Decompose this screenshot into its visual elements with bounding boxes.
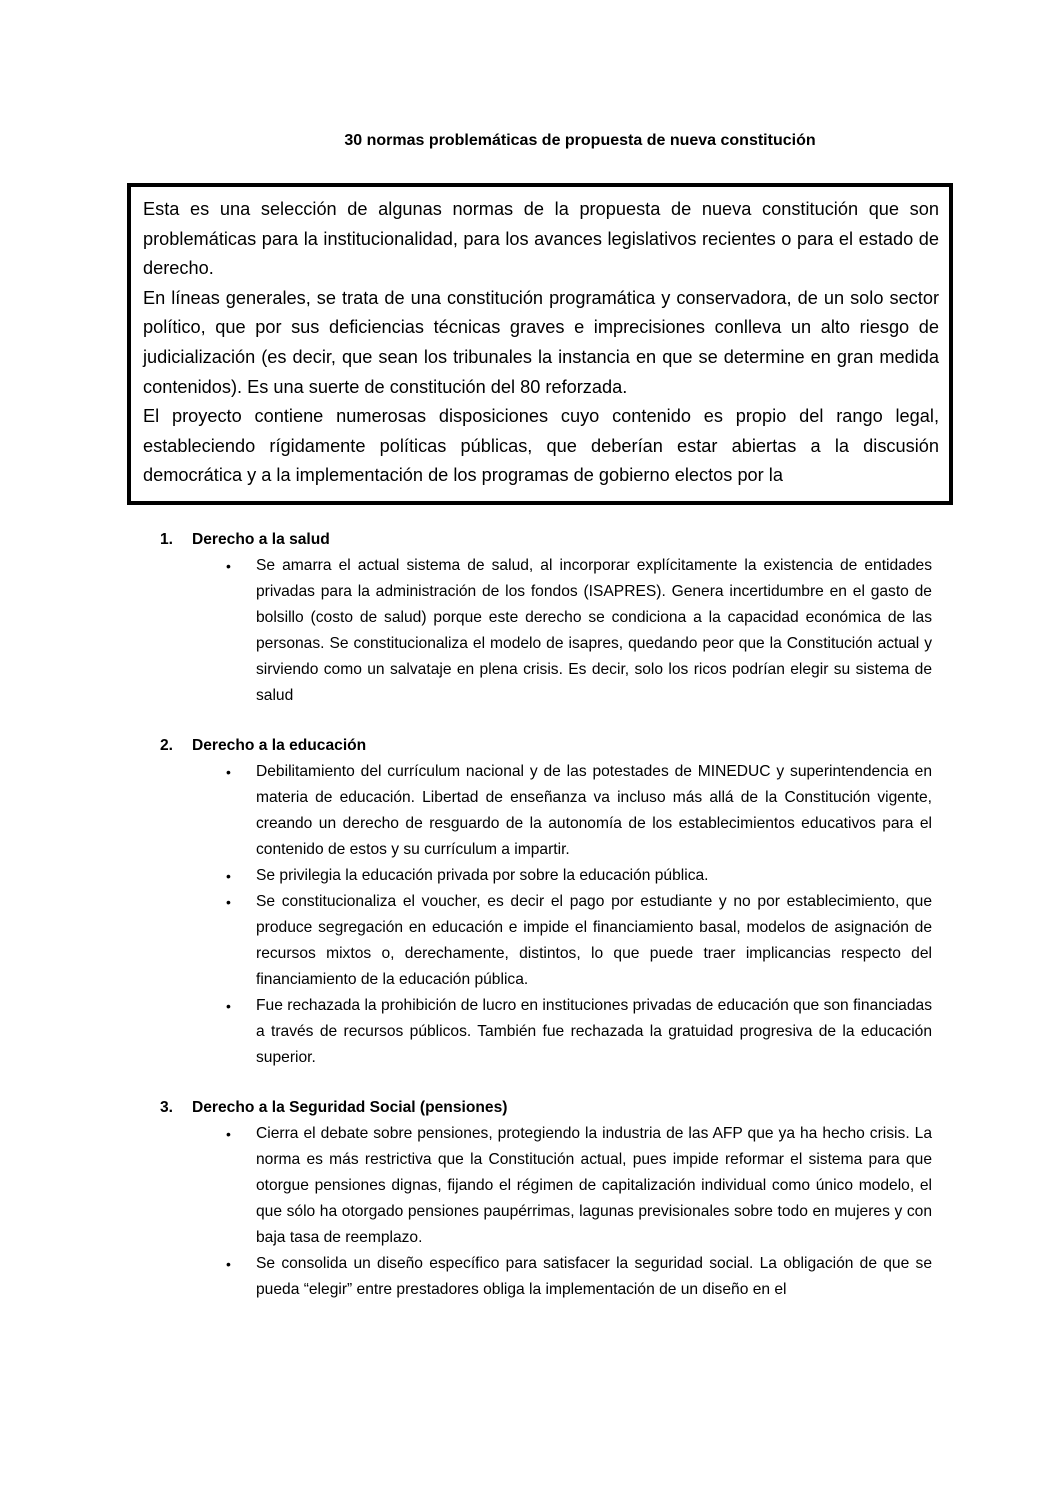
bullet-icon: •: [226, 764, 231, 780]
section-number: 1.: [160, 531, 174, 548]
list-item: [226, 759, 932, 863]
list-item: [226, 1251, 932, 1303]
bullet-icon: •: [226, 1256, 231, 1272]
list-item: [226, 553, 932, 709]
section-heading: [160, 733, 932, 759]
section-number: 2.: [160, 737, 174, 754]
bullet-text: Fue rechazada la prohibición de lucro en instituciones privadas de educación que son financiadas a través de recursos públicos. También fue rechazada la gratuidad progresiva de la educación superior.: [256, 997, 932, 1066]
bullet-text: Debilitamiento del currículum nacional y de las potestades de MINEDUC y superintendencia en materia de educación. Libertad de enseñanza va incluso más allá de la Constitución vigente, creando un derecho de resguardo de la autonomía de los establecimientos educativos para el contenido de estos y su currículum a impartir.: [256, 763, 932, 858]
list-item: [226, 863, 932, 889]
bullet-list: [160, 553, 932, 709]
section-title: Derecho a la Seguridad Social (pensiones): [192, 1099, 508, 1116]
bullet-text: Se privilegia la educación privada por sobre la educación pública.: [256, 867, 709, 884]
bullet-list: [160, 759, 932, 1071]
bullet-icon: •: [226, 998, 231, 1014]
bullet-text: Se amarra el actual sistema de salud, al incorporar explícitamente la existencia de entidades privadas para la administración de los fondos (ISAPRES). Genera incertidumbre en el gasto de bolsillo (costo de salud) porque este derecho se condiciona a la capacidad económica de las personas. Se constitucionaliza el modelo de isapres, quedando peor que la Constitución actual y sirviendo como un salvataje en plena crisis. Es decir, solo los ricos podrían elegir su sistema de salud: [256, 557, 932, 704]
list-item: [226, 1121, 932, 1251]
bullet-icon: •: [226, 1126, 231, 1142]
sections-list: [160, 527, 932, 1327]
intro-paragraph: Esta es una selección de algunas normas de la propuesta de nueva constitución que son problemáticas para la institucionalidad, para los avances legislativos recientes o para el estado de derecho.: [143, 199, 939, 279]
bullet-icon: •: [226, 558, 231, 574]
section-title: Derecho a la salud: [192, 531, 330, 548]
intro-paragraph: El proyecto contiene numerosas disposiciones cuyo contenido es propio del rango legal, estableciendo rígidamente políticas públicas, que deberían estar abiertas a la discusión democrática y a la implementación de los programas de gobierno electos por la: [143, 406, 939, 486]
section-heading: [160, 527, 932, 553]
intro-paragraph: En líneas generales, se trata de una constitución programática y conservadora, de un solo sector político, que por sus deficiencias técnicas graves e imprecisiones conlleva un alto riesgo de judicialización (es decir, que sean los tribunales la instancia en que se determine en gran medida contenidos). Es una suerte de constitución del 80 reforzada.: [143, 287, 939, 397]
section-health: [160, 527, 932, 709]
document-title: 30 normas problemáticas de propuesta de nueva constitución: [344, 132, 816, 149]
bullet-icon: •: [226, 868, 231, 884]
bullet-text: Se constitucionaliza el voucher, es decir el pago por estudiante y no por establecimiento, que produce segregación en educación e impide el financiamiento basal, modelos de asignación de recursos mixtos o, derechamente, distintos, lo que puede traer implicancias respecto del financiamiento de la educación pública.: [256, 893, 932, 988]
section-heading: [160, 1095, 932, 1121]
section-social-security: [160, 1095, 932, 1303]
list-item: [226, 993, 932, 1071]
bullet-text: Se consolida un diseño específico para satisfacer la seguridad social. La obligación de que se pueda “elegir” entre prestadores obliga la implementación de un diseño en el: [256, 1255, 932, 1298]
section-number: 3.: [160, 1099, 174, 1116]
bullet-text: Cierra el debate sobre pensiones, protegiendo la industria de las AFP que ya ha hecho crisis. La norma es más restrictiva que la Constitución actual, pues impide reformar el sistema para que otorgue pensiones dignas, fijando el régimen de capitalización individual como único modelo, el que sólo ha otorgado pensiones paupérrimas, lagunas previsionales sobre todo en mujeres y con baja tasa de reemplazo.: [256, 1125, 932, 1246]
bullet-list: [160, 1121, 932, 1303]
intro-box: [127, 183, 953, 505]
bullet-icon: •: [226, 894, 231, 910]
section-title: Derecho a la educación: [192, 737, 367, 754]
section-education: [160, 733, 932, 1071]
list-item: [226, 889, 932, 993]
